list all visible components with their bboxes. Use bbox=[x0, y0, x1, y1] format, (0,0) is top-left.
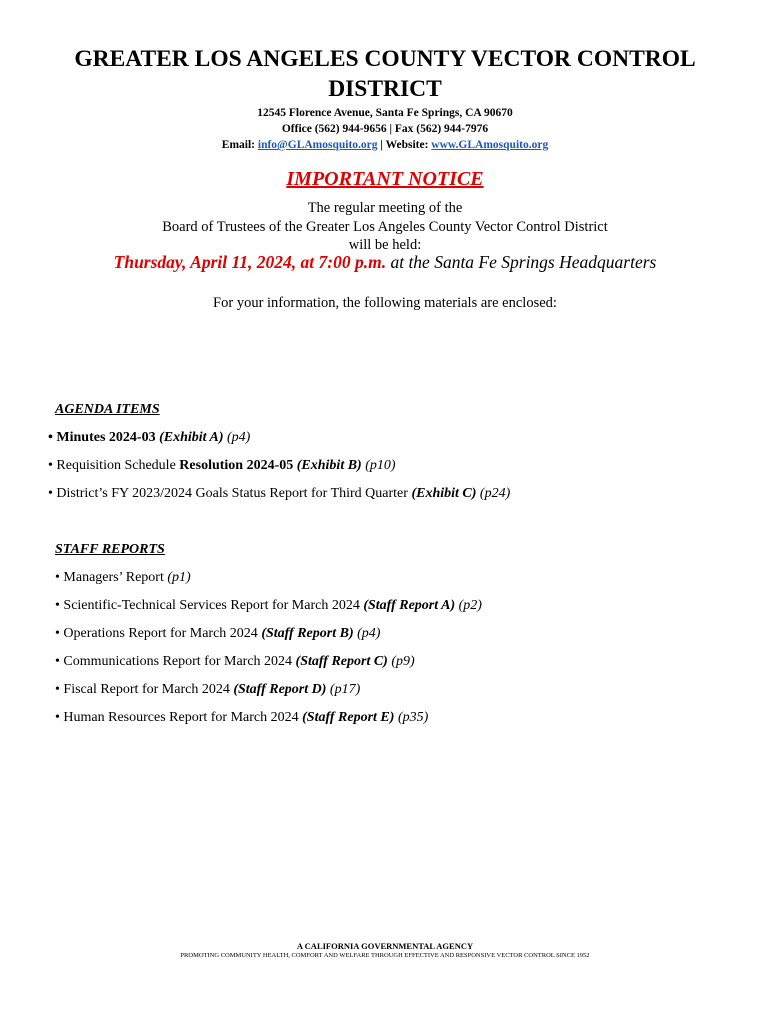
bullet: • bbox=[55, 626, 60, 641]
email-link[interactable]: info@GLAmosquito.org bbox=[257, 139, 378, 151]
staff-report-item bbox=[55, 626, 380, 642]
item-page: (p9) bbox=[391, 654, 415, 669]
address-line: 12545 Florence Avenue, Santa Fe Springs, CA 90670 bbox=[257, 107, 513, 119]
item-page: (p24) bbox=[479, 486, 511, 501]
item-page: (p35) bbox=[397, 710, 429, 725]
item-text: Fiscal Report for March 2024 bbox=[63, 682, 230, 697]
staff-report-item bbox=[55, 710, 428, 726]
item-exhibit: (Staff Report A) bbox=[363, 598, 456, 613]
item-title: Minutes 2024-03 bbox=[56, 430, 156, 445]
footer-tagline: PROMOTING COMMUNITY HEALTH, COMFORT AND WELFARE THROUGH EFFECTIVE AND RESPONSIVE VECTOR CONTROL SINCE 1952 bbox=[180, 952, 590, 959]
enclosed-intro: For your information, the following materials are enclosed: bbox=[213, 295, 557, 311]
item-exhibit: (Staff Report E) bbox=[302, 710, 395, 725]
footer bbox=[0, 941, 770, 961]
bullet: • bbox=[55, 598, 60, 613]
district-title: GREATER LOS ANGELES COUNTY VECTOR CONTROL DISTRICT bbox=[74, 46, 696, 102]
staff-report-item bbox=[55, 598, 482, 614]
bullet: • bbox=[55, 710, 60, 725]
item-text: Human Resources Report for March 2024 bbox=[63, 710, 299, 725]
email-label: Email: bbox=[221, 139, 256, 151]
item-page: (p4) bbox=[357, 626, 381, 641]
item-exhibit: (Exhibit A) bbox=[159, 430, 224, 445]
bullet: • bbox=[55, 654, 60, 669]
meeting-location: at the Santa Fe Springs Headquarters bbox=[390, 252, 657, 272]
bullet: • bbox=[48, 430, 53, 445]
item-exhibit: (Staff Report D) bbox=[233, 682, 327, 697]
meeting-date: Thursday, April 11, 2024, at 7:00 p.m. bbox=[113, 252, 387, 272]
item-page: (p17) bbox=[329, 682, 361, 697]
item-exhibit: (Staff Report B) bbox=[261, 626, 354, 641]
important-notice-heading: IMPORTANT NOTICE bbox=[286, 168, 484, 190]
footer-agency: A CALIFORNIA GOVERNMENTAL AGENCY bbox=[296, 941, 474, 951]
bullet: • bbox=[55, 570, 60, 585]
staff-reports-heading: STAFF REPORTS bbox=[55, 542, 165, 557]
item-text: Managers’ Report bbox=[63, 570, 164, 585]
contact-line bbox=[0, 137, 770, 153]
bullet: • bbox=[55, 682, 60, 697]
website-label: | Website: bbox=[380, 139, 429, 151]
meeting-datetime bbox=[0, 252, 770, 273]
item-text: Operations Report for March 2024 bbox=[63, 626, 258, 641]
agenda-item bbox=[48, 430, 250, 446]
website-link[interactable]: www.GLAmosquito.org bbox=[431, 139, 549, 151]
item-page: (p10) bbox=[365, 458, 396, 473]
item-page: (p1) bbox=[167, 570, 191, 585]
item-exhibit: (Exhibit B) bbox=[296, 458, 362, 473]
item-text: Communications Report for March 2024 bbox=[63, 654, 293, 669]
intro-line-3: will be held: bbox=[348, 237, 422, 253]
agenda-item bbox=[48, 486, 510, 502]
phone-fax-line: Office (562) 944-9656 | Fax (562) 944-7976 bbox=[281, 123, 489, 135]
intro-line-1: The regular meeting of the bbox=[307, 200, 463, 216]
bullet: • bbox=[48, 458, 53, 473]
intro-line-2: Board of Trustees of the Greater Los Angeles County Vector Control District bbox=[162, 219, 608, 235]
item-text: Requisition Schedule bbox=[56, 458, 176, 473]
staff-report-item bbox=[55, 682, 360, 698]
item-page: (p4) bbox=[227, 430, 251, 445]
item-title: Resolution 2024-05 bbox=[179, 458, 294, 473]
item-text: Scientific-Technical Services Report for March 2024 bbox=[63, 598, 360, 613]
item-page: (p2) bbox=[458, 598, 482, 613]
item-exhibit: (Exhibit C) bbox=[411, 486, 477, 501]
agenda-heading: AGENDA ITEMS bbox=[55, 402, 160, 417]
staff-report-item bbox=[55, 570, 191, 586]
bullet: • bbox=[48, 486, 53, 501]
item-exhibit: (Staff Report C) bbox=[295, 654, 388, 669]
item-text: District’s FY 2023/2024 Goals Status Report for Third Quarter bbox=[56, 486, 408, 501]
staff-report-item bbox=[55, 654, 415, 670]
agenda-item bbox=[48, 458, 396, 474]
